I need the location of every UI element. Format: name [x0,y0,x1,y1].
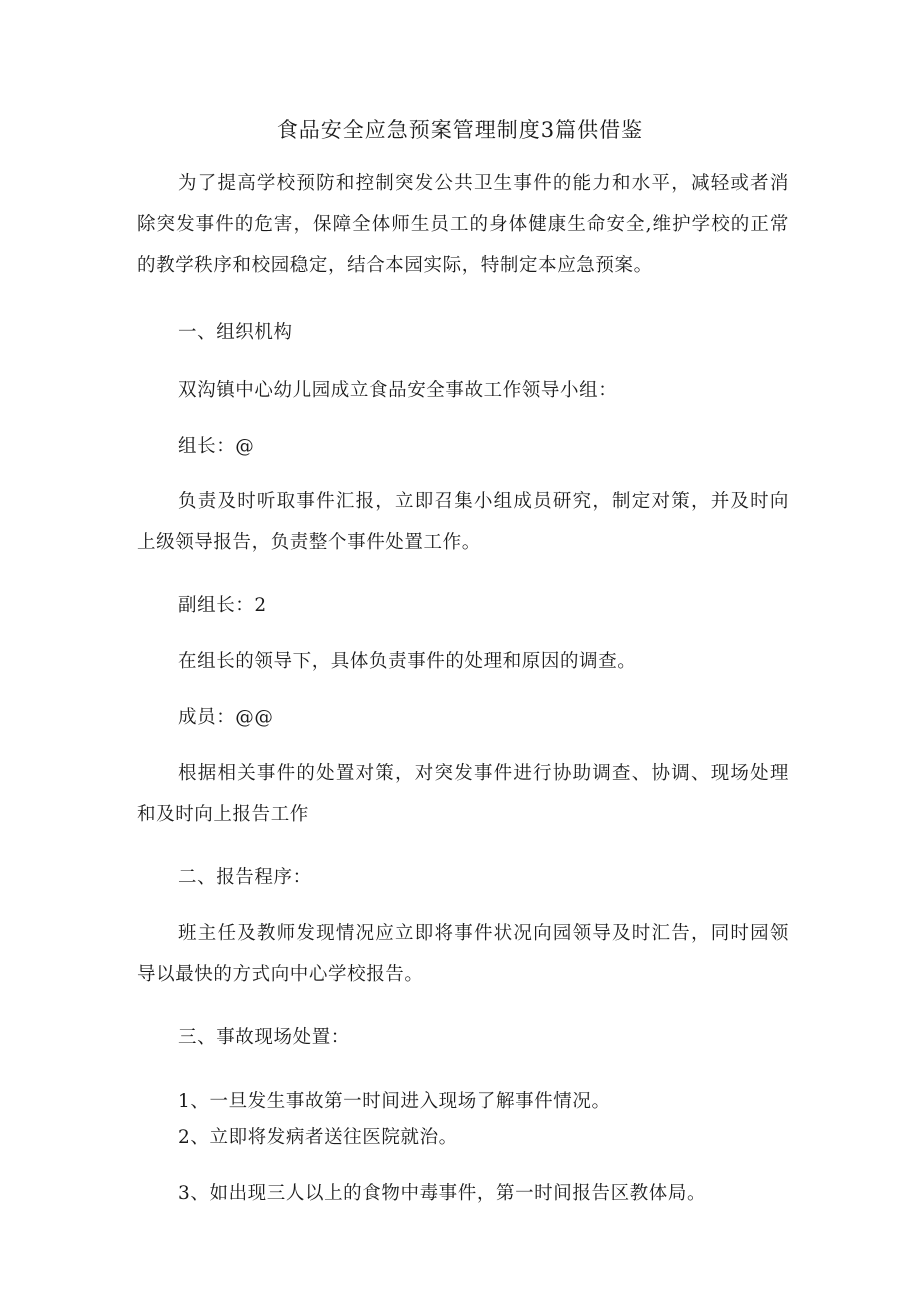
list-item-3: 3、如出现三人以上的食物中毒事件，第一时间报告区教体局。 [178,1183,707,1204]
members-line: 成员：@@ [178,707,274,728]
leadership-group-paragraph: 双沟镇中心幼儿园成立食品安全事故工作领导小组： [178,380,618,401]
deputy-leader-duty-paragraph: 在组长的领导下，具体负责事件的处理和原因的调查。 [178,651,637,672]
document-title: 食品安全应急预案管理制度3篇供借鉴 [276,118,644,142]
section-heading-onsite-handling: 三、事故现场处置： [178,1027,350,1048]
reporting-paragraph: 班主任及教师发现情况应立即将事件状况向园领导及时汇告，同时园领导以最快的方式向中心学校报告。 [137,923,789,985]
section-heading-reporting: 二、报告程序： [178,867,312,888]
deputy-leader-line: 副组长：2 [178,595,267,616]
group-leader-duty-paragraph: 负责及时听取事件汇报，立即召集小组成员研究，制定对策，并及时向上级领导报告，负责整个事件处置工作。 [137,491,789,553]
intro-paragraph: 为了提高学校预防和控制突发公共卫生事件的能力和水平，减轻或者消除突发事件的危害，保障全体师生员工的身体健康生命安全,维护学校的正常的教学秩序和校园稳定，结合本园实际，特制定本应急预案。 [137,173,789,276]
list-item-2: 2、立即将发病者送往医院就治。 [178,1127,458,1148]
list-item-1: 1、一旦发生事故第一时间进入现场了解事件情况。 [178,1091,611,1112]
members-duty-paragraph: 根据相关事件的处置对策，对突发事件进行协助调查、协调、现场处理和及时向上报告工作 [137,763,789,825]
group-leader-line: 组长：@ [178,436,255,457]
section-heading-organization: 一、组织机构 [178,322,293,343]
